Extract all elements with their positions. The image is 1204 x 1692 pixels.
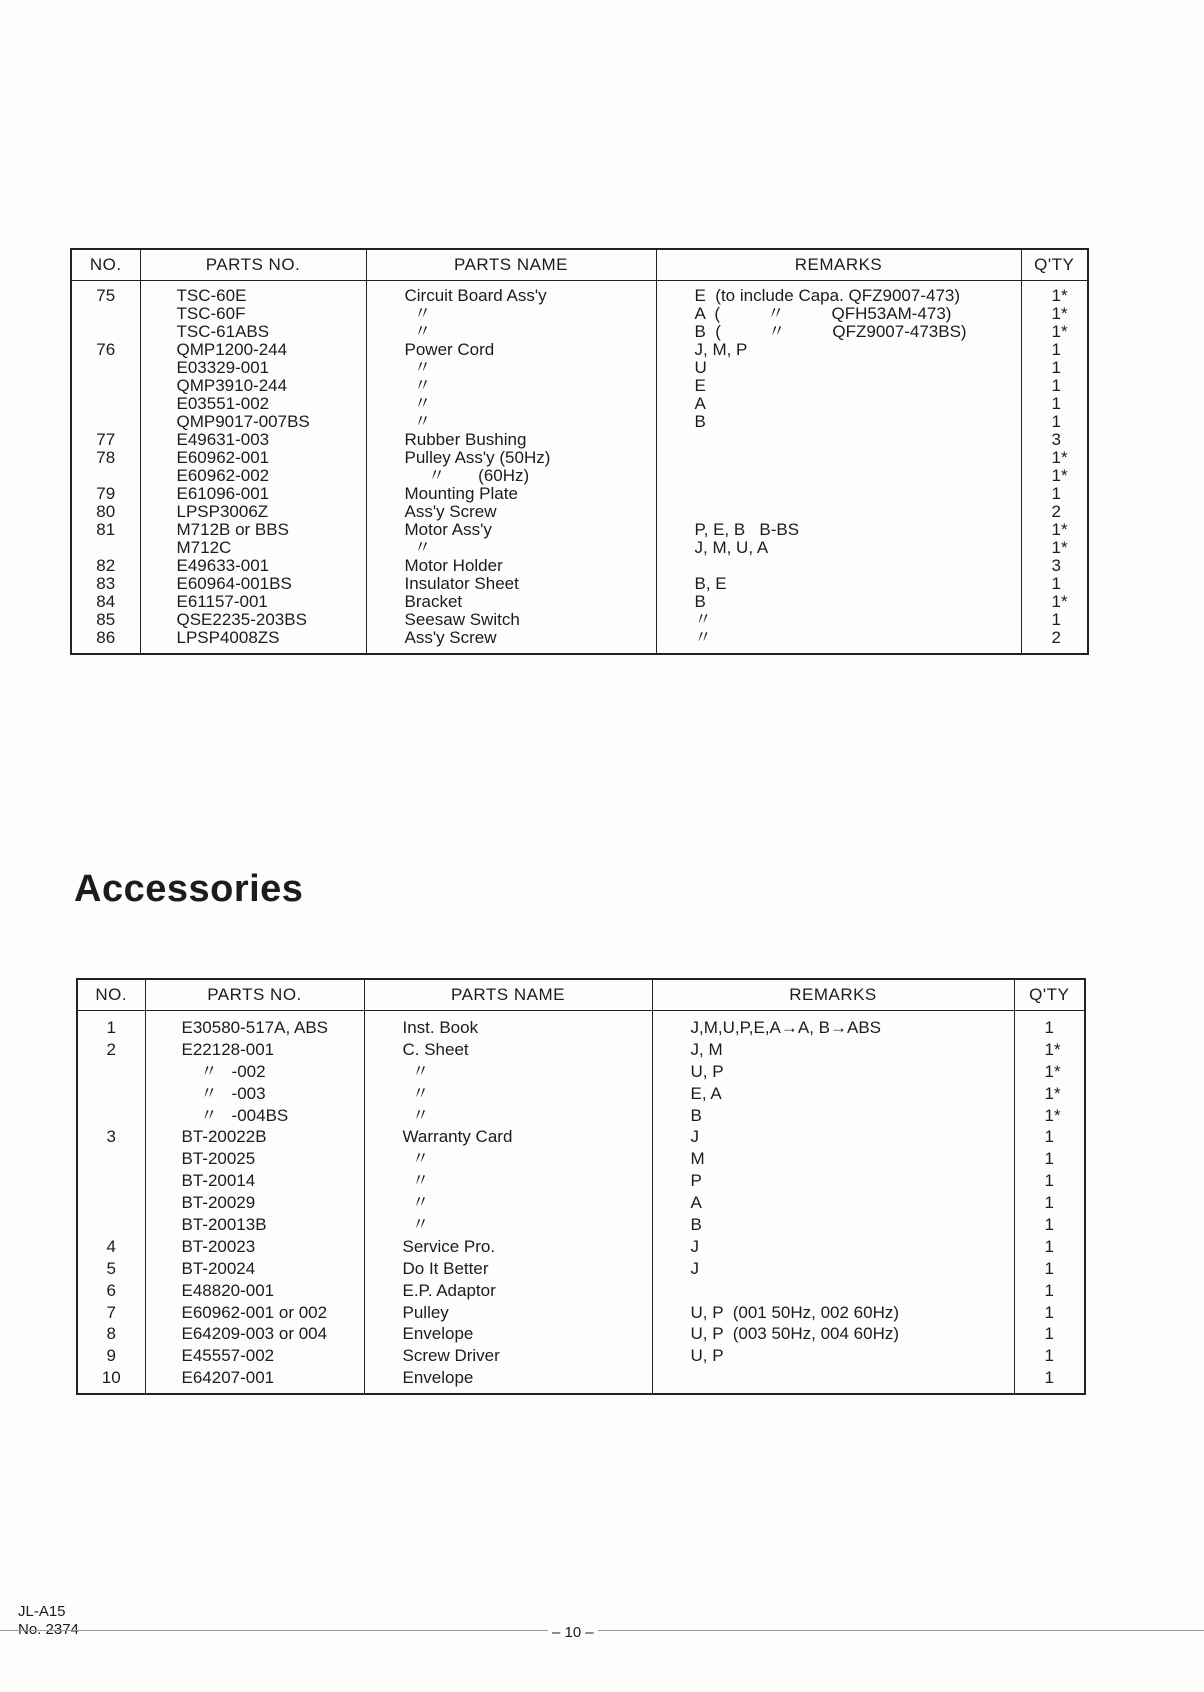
- table-cell: 78: [96, 448, 116, 467]
- table-header-row: [77, 979, 1085, 1011]
- table-cell: [657, 485, 1021, 503]
- table-cell: 2: [1051, 502, 1061, 521]
- table-cell: 76: [96, 340, 116, 359]
- table-cell: [78, 1214, 145, 1236]
- parts-name-column: [364, 1011, 652, 1395]
- table-cell: 〃: [402, 1083, 429, 1103]
- table-cell: BT-20023: [181, 1236, 256, 1256]
- table-cell: J, M, U, A: [694, 538, 769, 557]
- table-cell: 1: [1051, 412, 1061, 431]
- header-remarks: REMARKS: [652, 979, 1014, 1011]
- table-cell: BT-20024: [181, 1258, 256, 1278]
- table-cell: 1: [1044, 1368, 1054, 1388]
- table-cell: 81: [96, 520, 116, 539]
- table-cell: [72, 377, 140, 395]
- table-cell: E60962-001: [176, 448, 270, 467]
- table-cell: 84: [96, 592, 116, 611]
- table-cell: 〃: [402, 1105, 429, 1125]
- table-cell: 6: [106, 1280, 116, 1300]
- table-body-row: [77, 1011, 1085, 1395]
- table-cell: A: [690, 1193, 702, 1213]
- table-cell: A: [694, 394, 706, 413]
- table-cell: Service Pro.: [402, 1236, 496, 1256]
- footer-doc-code: [18, 1603, 79, 1639]
- table-cell: E49633-001: [176, 556, 270, 575]
- table-cell: U, P (001 50Hz, 002 60Hz): [690, 1302, 900, 1322]
- table-cell: TSC-61ABS: [176, 322, 270, 341]
- table-cell: 1: [1044, 1258, 1054, 1278]
- table-cell: 2: [106, 1039, 116, 1059]
- table-cell: 1: [1044, 1193, 1054, 1213]
- header-no: NO.: [71, 249, 140, 281]
- table-cell: E61096-001: [176, 484, 270, 503]
- table-cell: 〃: [404, 538, 431, 557]
- parts-no-column: [140, 281, 366, 655]
- table-cell: E: [694, 376, 706, 395]
- table-cell: 1: [1051, 376, 1061, 395]
- table-cell: 〃: [694, 628, 712, 647]
- table-cell: [72, 413, 140, 431]
- table-cell: J,M,U,P,E,A→A, B→ABS: [690, 1018, 882, 1037]
- table-cell: [78, 1192, 145, 1214]
- table-cell: P, E, B B-BS: [694, 520, 800, 539]
- table-cell: 85: [96, 610, 116, 629]
- table-cell: E03551-002: [176, 394, 270, 413]
- table-cell: 〃: [404, 304, 431, 323]
- table-cell: 1: [106, 1018, 116, 1037]
- table-cell: 〃: [402, 1171, 429, 1191]
- table-cell: 9: [106, 1346, 116, 1366]
- table-cell: 83: [96, 574, 116, 593]
- header-qty: Q'TY: [1014, 979, 1085, 1011]
- table-cell: 1: [1044, 1280, 1054, 1300]
- table-cell: 10: [101, 1368, 121, 1388]
- table-cell: E61157-001: [176, 592, 268, 611]
- qty-column: [1021, 281, 1088, 655]
- table-cell: [78, 1061, 145, 1083]
- table-cell: E.P. Adaptor: [402, 1280, 496, 1300]
- table-cell: 86: [96, 628, 116, 647]
- table-cell: BT-20014: [181, 1171, 256, 1191]
- table-cell: 〃: [402, 1061, 429, 1081]
- table-cell: 1: [1044, 1346, 1054, 1366]
- table-cell: BT-20025: [181, 1149, 256, 1169]
- table-cell: E22128-001: [181, 1039, 275, 1059]
- table-cell: U, P (003 50Hz, 004 60Hz): [690, 1324, 900, 1344]
- table-cell: 〃: [402, 1193, 429, 1213]
- table-cell: 3: [1051, 430, 1061, 449]
- table-cell: 1*: [1051, 592, 1068, 611]
- parts-list-table: [70, 248, 1089, 655]
- table-cell: 1: [1044, 1127, 1054, 1147]
- accessories-table: [76, 978, 1086, 1395]
- table-cell: E49631-003: [176, 430, 270, 449]
- table-cell: Envelope: [402, 1324, 474, 1344]
- table-cell: B ( 〃 QFZ9007-473BS): [694, 322, 967, 341]
- table-cell: [78, 1148, 145, 1170]
- table-cell: QMP3910-244: [176, 376, 288, 395]
- table-cell: 1: [1051, 340, 1061, 359]
- table-cell: Envelope: [402, 1368, 474, 1388]
- table-cell: P: [690, 1171, 702, 1191]
- remarks-column: [652, 1011, 1014, 1395]
- table-cell: E48820-001: [181, 1280, 275, 1300]
- header-qty: Q'TY: [1021, 249, 1088, 281]
- table-cell: 1: [1051, 610, 1061, 629]
- document-number: No. 2374: [18, 1621, 79, 1638]
- table-cell: BT-20029: [181, 1193, 256, 1213]
- table-cell: E64209-003 or 004: [181, 1324, 328, 1344]
- table-cell: B: [690, 1105, 702, 1125]
- table-cell: Screw Driver: [402, 1346, 500, 1366]
- table-cell: E60964-001BS: [176, 574, 292, 593]
- table-cell: 1*: [1044, 1105, 1061, 1125]
- table-cell: 〃: [694, 610, 712, 629]
- table-cell: 〃: [404, 358, 431, 377]
- table-cell: TSC-60F: [176, 304, 246, 323]
- table-cell: E03329-001: [176, 358, 270, 377]
- table-cell: A ( 〃 QFH53AM-473): [694, 304, 952, 323]
- table-cell: 77: [96, 430, 116, 449]
- table-cell: B: [694, 592, 706, 611]
- table-cell: C. Sheet: [402, 1039, 469, 1059]
- table-cell: Motor Ass'y: [404, 520, 492, 539]
- table-cell: Inst. Book: [402, 1018, 479, 1037]
- table-cell: M712B or BBS: [176, 520, 289, 539]
- table-cell: BT-20013B: [181, 1215, 267, 1235]
- table-cell: 1: [1044, 1324, 1054, 1344]
- model-code: JL-A15: [18, 1603, 66, 1620]
- table-cell: Pulley: [402, 1302, 449, 1322]
- table-cell: 〃: [404, 394, 431, 413]
- remarks-column: [656, 281, 1021, 655]
- table-cell: Warranty Card: [402, 1127, 513, 1147]
- table-cell: [72, 305, 140, 323]
- table-cell: Rubber Bushing: [404, 430, 527, 449]
- table-cell: U, P: [690, 1061, 724, 1081]
- table-cell: [72, 539, 140, 557]
- table-cell: [72, 359, 140, 377]
- header-parts-name: PARTS NAME: [366, 249, 656, 281]
- table-cell: U: [694, 358, 707, 377]
- table-cell: Insulator Sheet: [404, 574, 519, 593]
- table-cell: 8: [106, 1324, 116, 1344]
- table-cell: Motor Holder: [404, 556, 503, 575]
- table-cell: LPSP4008ZS: [176, 628, 280, 647]
- table-cell: 〃: [402, 1149, 429, 1169]
- table-cell: E64207-001: [181, 1368, 275, 1388]
- table-cell: 〃: [404, 322, 431, 341]
- table-cell: 〃 -002: [181, 1061, 266, 1081]
- header-parts-no: PARTS NO.: [140, 249, 366, 281]
- table-cell: E (to include Capa. QFZ9007-473): [694, 286, 961, 305]
- table-cell: Circuit Board Ass'y: [404, 286, 547, 305]
- table-cell: [657, 467, 1021, 485]
- table-cell: 1: [1051, 484, 1061, 503]
- table-cell: [78, 1105, 145, 1127]
- table-cell: 1: [1051, 358, 1061, 377]
- table-cell: [653, 1280, 1014, 1302]
- table-cell: E60962-001 or 002: [181, 1302, 328, 1322]
- table-cell: 4: [106, 1236, 116, 1256]
- footer-divider: [0, 1630, 1204, 1631]
- table-cell: 1: [1044, 1236, 1054, 1256]
- table-cell: 1: [1051, 574, 1061, 593]
- table-cell: 1: [1044, 1149, 1054, 1169]
- table-cell: J, M: [690, 1039, 723, 1059]
- table-cell: U, P: [690, 1346, 724, 1366]
- table-cell: Ass'y Screw: [404, 502, 497, 521]
- table-cell: 1*: [1044, 1061, 1061, 1081]
- table-cell: 2: [1051, 628, 1061, 647]
- table-cell: LPSP3006Z: [176, 502, 269, 521]
- table-cell: 1: [1044, 1171, 1054, 1191]
- table-cell: 1*: [1044, 1083, 1061, 1103]
- table-cell: [78, 1083, 145, 1105]
- table-cell: J: [690, 1236, 699, 1256]
- table-cell: 〃 -003: [181, 1083, 266, 1103]
- table-cell: 1*: [1051, 448, 1068, 467]
- table-cell: 75: [96, 286, 116, 305]
- table-body-row: [71, 281, 1088, 655]
- accessories-heading: Accessories: [74, 868, 304, 910]
- table-cell: Bracket: [404, 592, 463, 611]
- table-cell: [72, 323, 140, 341]
- table-cell: QMP9017-007BS: [176, 412, 310, 431]
- table-cell: M712C: [176, 538, 232, 557]
- table-cell: 1: [1051, 394, 1061, 413]
- header-parts-name: PARTS NAME: [364, 979, 652, 1011]
- table-cell: Pulley Ass'y (50Hz): [404, 448, 551, 467]
- table-cell: J, M, P: [694, 340, 748, 359]
- table-cell: Mounting Plate: [404, 484, 518, 503]
- table-cell: 1*: [1051, 322, 1068, 341]
- table-cell: 〃: [402, 1215, 429, 1235]
- table-cell: 1*: [1051, 538, 1068, 557]
- table-cell: 1*: [1044, 1039, 1061, 1059]
- table-cell: J: [690, 1258, 699, 1278]
- table-cell: Power Cord: [404, 340, 495, 359]
- table-cell: 7: [106, 1302, 116, 1322]
- table-cell: [657, 557, 1021, 575]
- table-cell: 1*: [1051, 520, 1068, 539]
- header-parts-no: PARTS NO.: [145, 979, 364, 1011]
- table-cell: QSE2235-203BS: [176, 610, 307, 629]
- table-cell: 3: [106, 1127, 116, 1147]
- table-cell: [653, 1367, 1014, 1389]
- table-cell: 〃 (60Hz): [404, 466, 530, 485]
- parts-name-column: [366, 281, 656, 655]
- header-remarks: REMARKS: [656, 249, 1021, 281]
- table-cell: Seesaw Switch: [404, 610, 520, 629]
- table-cell: 1*: [1051, 286, 1068, 305]
- table-cell: TSC-60E: [176, 286, 247, 305]
- table-cell: 1: [1044, 1215, 1054, 1235]
- parts-no-column: [145, 1011, 364, 1395]
- table-cell: E, A: [690, 1083, 722, 1103]
- page-number: – 10 –: [548, 1624, 598, 1641]
- table-cell: 1*: [1051, 304, 1068, 323]
- qty-column: [1014, 1011, 1085, 1395]
- table-cell: QMP1200-244: [176, 340, 288, 359]
- table-cell: [72, 395, 140, 413]
- table-cell: 〃: [404, 376, 431, 395]
- table-cell: 80: [96, 502, 116, 521]
- table-cell: [657, 503, 1021, 521]
- table-cell: 1: [1044, 1302, 1054, 1322]
- table-cell: 〃 -004BS: [181, 1105, 289, 1125]
- table-cell: [657, 449, 1021, 467]
- table-cell: Do It Better: [402, 1258, 489, 1278]
- table-cell: E30580-517A, ABS: [181, 1018, 329, 1037]
- table-cell: 1*: [1051, 466, 1068, 485]
- table-cell: M: [690, 1149, 705, 1169]
- table-cell: B, E: [694, 574, 727, 593]
- no-column: [77, 1011, 145, 1395]
- table-cell: 79: [96, 484, 116, 503]
- table-cell: 82: [96, 556, 116, 575]
- no-column: [71, 281, 140, 655]
- table-cell: Ass'y Screw: [404, 628, 497, 647]
- table-cell: BT-20022B: [181, 1127, 267, 1147]
- table-cell: 1: [1044, 1018, 1054, 1037]
- table-cell: [72, 467, 140, 485]
- table-cell: B: [690, 1215, 702, 1235]
- table-cell: 5: [106, 1258, 116, 1278]
- table-cell: E60962-002: [176, 466, 270, 485]
- table-cell: [78, 1170, 145, 1192]
- table-cell: J: [690, 1127, 699, 1147]
- header-no: NO.: [77, 979, 145, 1011]
- table-cell: E45557-002: [181, 1346, 275, 1366]
- table-cell: 〃: [404, 412, 431, 431]
- table-header-row: [71, 249, 1088, 281]
- table-cell: B: [694, 412, 706, 431]
- table-cell: 3: [1051, 556, 1061, 575]
- table-cell: [657, 431, 1021, 449]
